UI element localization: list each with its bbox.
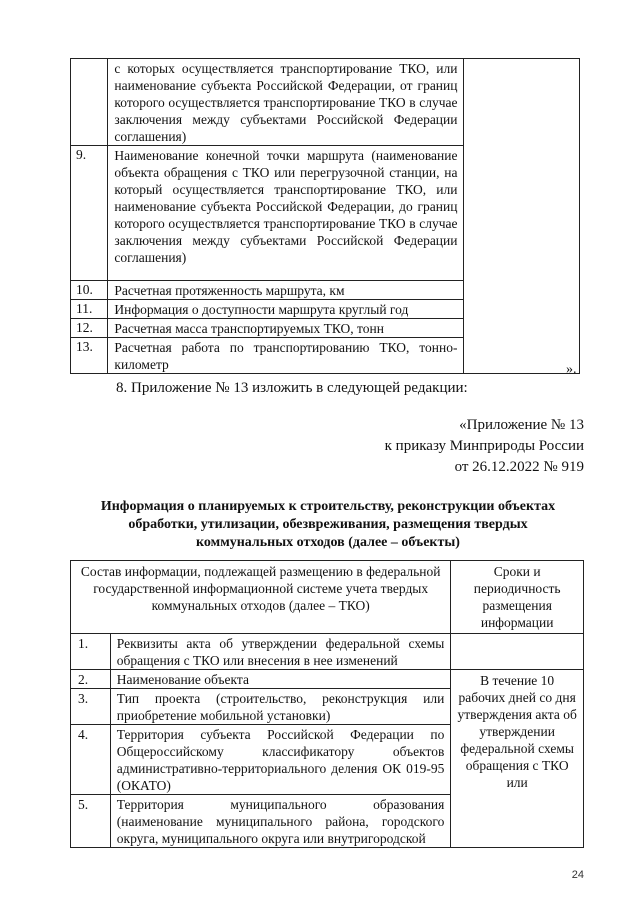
- row-number: [71, 59, 108, 146]
- appendix-line: к приказу Минприроды России: [384, 438, 584, 454]
- row-text: Расчетная работа по транспортированию ТКО, тонно-километр: [108, 338, 464, 374]
- table-row: [71, 670, 584, 689]
- page-number: 24: [571, 869, 584, 881]
- table-row: [71, 59, 580, 146]
- column-header-info: Состав информации, подлежащей размещению в федеральной государственной информационной системе учета твердых коммунальных отходов (далее – ТКО): [71, 561, 451, 634]
- row-text: Расчетная масса транспортируемых ТКО, тонн: [108, 319, 464, 338]
- objects-table: [70, 560, 584, 848]
- appendix-reference: [284, 415, 584, 478]
- table-header-row: [71, 561, 584, 634]
- column-header-terms: Сроки и периодичность размещения информации: [451, 561, 584, 634]
- terms-cell-empty: [451, 634, 584, 670]
- row-text: Тип проекта (строительство, реконструкция или приобретение мобильной установки): [110, 689, 451, 725]
- row-number: 11.: [71, 300, 108, 319]
- row-number: 10.: [71, 281, 108, 300]
- row-text: Реквизиты акта об утверждении федеральной схемы обращения с ТКО или внесения в нее изменений: [110, 634, 451, 670]
- row-number: 2.: [71, 670, 111, 689]
- terms-cell: В течение 10 рабочих дней со дня утверждения акта об утверждении федеральной схемы обращения с ТКО или: [451, 670, 584, 848]
- row-number: 3.: [71, 689, 111, 725]
- row-number: 9.: [71, 146, 108, 281]
- row-text: Информация о доступности маршрута круглый год: [108, 300, 464, 319]
- routes-table: [70, 58, 580, 374]
- row-number: 4.: [71, 725, 111, 795]
- amendment-text: 8. Приложение № 13 изложить в следующей редакции:: [116, 380, 468, 396]
- row-number: 13.: [71, 338, 108, 374]
- row-text: Территория муниципального образования (наименование муниципального района, городского округа, муниципального округа или внутригородской: [110, 795, 451, 848]
- row-text: Наименование конечной точки маршрута (наименование объекта обращения с ТКО или перегрузочной станции, на который осуществляется транспортирование ТКО, или наименование субъекта Российской Федерации, до границ которого осуществляется транспортирование ТКО в случае заключения между субъектами Российской Федерации соглашения): [108, 146, 464, 281]
- row-text: Расчетная протяженность маршрута, км: [108, 281, 464, 300]
- row-text: Территория субъекта Российской Федерации по Общероссийскому классификатору объектов административно-территориального деления ОК 019-95 (ОКАТО): [110, 725, 451, 795]
- section-heading: Информация о планируемых к строительству, реконструкции объектах обработки, утилизации, обезвреживания, размещения твердых коммунальных отходов (далее – объекты): [100, 499, 556, 550]
- row-number: 1.: [71, 634, 111, 670]
- row-text: с которых осуществляется транспортирование ТКО, или наименование субъекта Российской Федерации, от границ которого осуществляется транспортирование ТКО в случае заключения между субъектами Российской Федерации соглашения): [108, 59, 464, 146]
- appendix-line: «Приложение № 13: [459, 417, 584, 433]
- right-column: [464, 59, 580, 374]
- row-text: Наименование объекта: [110, 670, 451, 689]
- appendix-line: от 26.12.2022 № 919: [454, 459, 584, 475]
- row-number: 12.: [71, 319, 108, 338]
- row-number: 5.: [71, 795, 111, 848]
- closing-quote: ».: [566, 362, 577, 377]
- table-row: [71, 634, 584, 670]
